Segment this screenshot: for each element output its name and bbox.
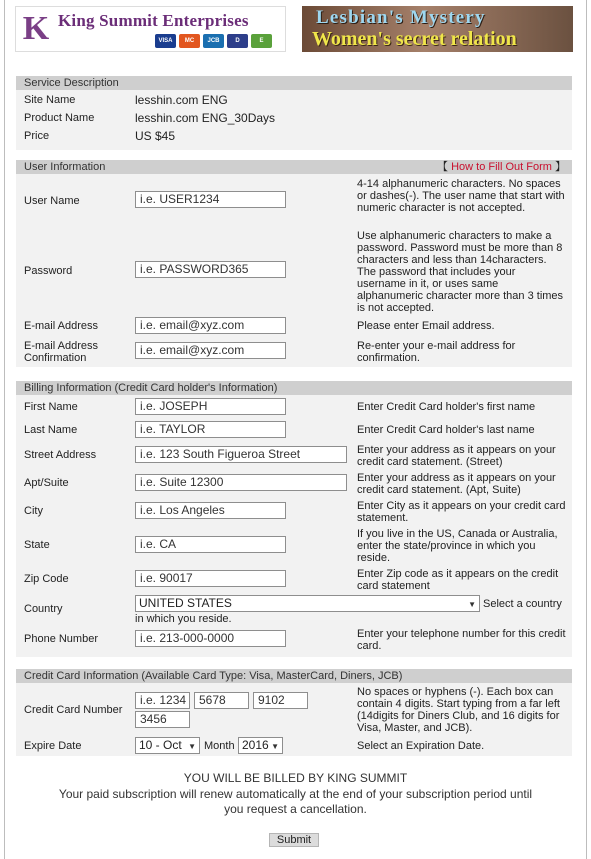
last-name-input[interactable]: i.e. TAYLOR — [135, 421, 286, 438]
street-label: Street Address — [24, 449, 97, 461]
password-label: Password — [24, 265, 73, 277]
expire-year-select[interactable] — [238, 737, 283, 754]
header — [15, 6, 573, 54]
expire-day-select[interactable] — [135, 737, 200, 754]
last-name-label: Last Name — [24, 424, 78, 436]
email-help: Please enter Email address. — [357, 320, 495, 332]
first-name-help: Enter Credit Card holder's first name — [357, 401, 536, 413]
ecard-icon: E — [251, 34, 272, 48]
product-name-label: Product Name — [24, 112, 95, 124]
phone-label: Phone Number — [24, 633, 98, 645]
product-name-value: lesshin.com ENG_30Days — [135, 111, 276, 125]
zip-label: Zip Code — [24, 573, 69, 585]
country-help-2: in which you reside. — [135, 613, 232, 625]
renewal-notice-2: you request a cancellation. — [224, 802, 367, 816]
state-input[interactable]: i.e. CA — [135, 536, 286, 553]
username-help: 4-14 alphanumeric characters. No spaces or dashes(-). The user name that start with numeric character is not accepted. — [357, 178, 565, 214]
zip-help: Enter Zip code as it appears on the credit card statement — [357, 568, 559, 592]
city-label: City — [24, 505, 43, 517]
card-number-help: No spaces or hyphens (-). Each box can contain 4 digits. Start typing from a far left (14digits for Diners Club, and 16 digits for Visa, Master, and JCB). — [357, 686, 560, 734]
how-link-text[interactable]: How to Fill Out Form — [451, 161, 552, 173]
price-label: Price — [24, 130, 50, 142]
expire-day-value: 10 - Oct — [139, 738, 182, 752]
card-number-box-4[interactable]: 3456 — [135, 711, 190, 728]
logo-text: King Summit Enterprises — [58, 11, 249, 30]
bracket-open: 【 — [437, 161, 449, 173]
card-logos — [155, 34, 272, 48]
country-select[interactable] — [135, 595, 480, 612]
expire-help: Select an Expiration Date. — [357, 740, 485, 752]
username-input[interactable]: i.e. USER1234 — [135, 191, 286, 208]
first-name-input[interactable]: i.e. JOSEPH — [135, 398, 286, 415]
apt-label: Apt/Suite — [24, 477, 69, 489]
section-title — [16, 160, 572, 174]
email-confirm-label-2: Confirmation — [24, 352, 87, 364]
email-confirm-label-1: E-mail Address — [24, 340, 98, 352]
price-value: US $45 — [135, 129, 176, 143]
banner-title: Lesbian's Mystery — [316, 7, 486, 28]
chevron-down-icon: ▼ — [188, 742, 196, 751]
billed-by-notice: YOU WILL BE BILLED BY KING SUMMIT — [183, 771, 408, 785]
street-input[interactable]: i.e. 123 South Figueroa Street — [135, 446, 347, 463]
country-value: UNITED STATES — [139, 596, 232, 610]
apt-input[interactable]: i.e. Suite 12300 — [135, 474, 347, 491]
card-number-box-2[interactable]: 5678 — [194, 692, 249, 709]
chevron-down-icon: ▼ — [468, 600, 476, 609]
password-input[interactable]: i.e. PASSWORD365 — [135, 261, 286, 278]
expire-label: Expire Date — [24, 740, 82, 752]
email-confirm-help: Re-enter your e-mail address for confirmation. — [357, 340, 516, 364]
first-name-label: First Name — [24, 401, 78, 413]
card-number-box-1[interactable]: i.e. 1234 — [135, 692, 190, 709]
last-name-help: Enter Credit Card holder's last name — [357, 424, 535, 436]
expire-year-value: 2016 — [242, 738, 269, 752]
renewal-notice-1: Your paid subscription will renew automatically at the end of your subscription period until — [58, 787, 533, 801]
section-title: Credit Card Information (Available Card Type: Visa, MasterCard, Diners, JCB) — [16, 669, 572, 683]
apt-help: Enter your address as it appears on your credit card statement. (Apt, Suite) — [357, 472, 556, 496]
service-section — [16, 76, 572, 150]
state-label: State — [24, 539, 50, 551]
submit-button[interactable]: Submit — [269, 833, 319, 847]
mastercard-icon: MC — [179, 34, 200, 48]
how-to-fill-link[interactable] — [437, 160, 566, 174]
email-input[interactable]: i.e. email@xyz.com — [135, 317, 286, 334]
city-help: Enter City as it appears on your credit card statement. — [357, 500, 566, 524]
city-input[interactable]: i.e. Los Angeles — [135, 502, 286, 519]
card-number-box-3[interactable]: 9102 — [253, 692, 308, 709]
street-help: Enter your address as it appears on your credit card statement. (Street) — [357, 444, 556, 468]
username-label: User Name — [24, 195, 80, 207]
zip-input[interactable]: i.e. 90017 — [135, 570, 286, 587]
jcb-icon: JCB — [203, 34, 224, 48]
bracket-close: 】 — [555, 161, 566, 173]
phone-help: Enter your telephone number for this credit card. — [357, 628, 566, 652]
email-label: E-mail Address — [24, 320, 98, 332]
phone-input[interactable]: i.e. 213-000-0000 — [135, 630, 286, 647]
month-label: Month — [204, 740, 235, 752]
card-section — [16, 669, 572, 756]
state-help: If you live in the US, Canada or Australia, enter the state/province in which you reside. — [357, 528, 558, 564]
country-label: Country — [24, 603, 63, 615]
banner-subtitle: Women's secret relation — [312, 28, 517, 50]
card-number-label: Credit Card Number — [24, 704, 123, 716]
section-title: Service Description — [16, 76, 572, 90]
email-confirm-input[interactable]: i.e. email@xyz.com — [135, 342, 286, 359]
visa-icon: VISA — [155, 34, 176, 48]
billing-section — [16, 381, 572, 657]
logo-letter: K — [22, 10, 50, 47]
chevron-down-icon: ▼ — [271, 742, 279, 751]
promo-banner[interactable] — [302, 6, 573, 52]
site-name-value: lesshin.com ENG — [135, 93, 228, 107]
site-name-label: Site Name — [24, 94, 76, 106]
section-title: Billing Information (Credit Card holder's Information) — [16, 381, 572, 395]
diners-icon: D — [227, 34, 248, 48]
password-help: Use alphanumeric characters to make a password. Password must be more than 8 characters and less than 14characters. The password that includes your username in it, or uses same alphanumeric character more than 3 times is not accepted. — [357, 230, 564, 314]
section-title-text: User Information — [24, 161, 106, 173]
country-help-1: Select a country — [483, 598, 562, 610]
user-section — [16, 160, 572, 367]
company-logo[interactable] — [15, 6, 286, 52]
